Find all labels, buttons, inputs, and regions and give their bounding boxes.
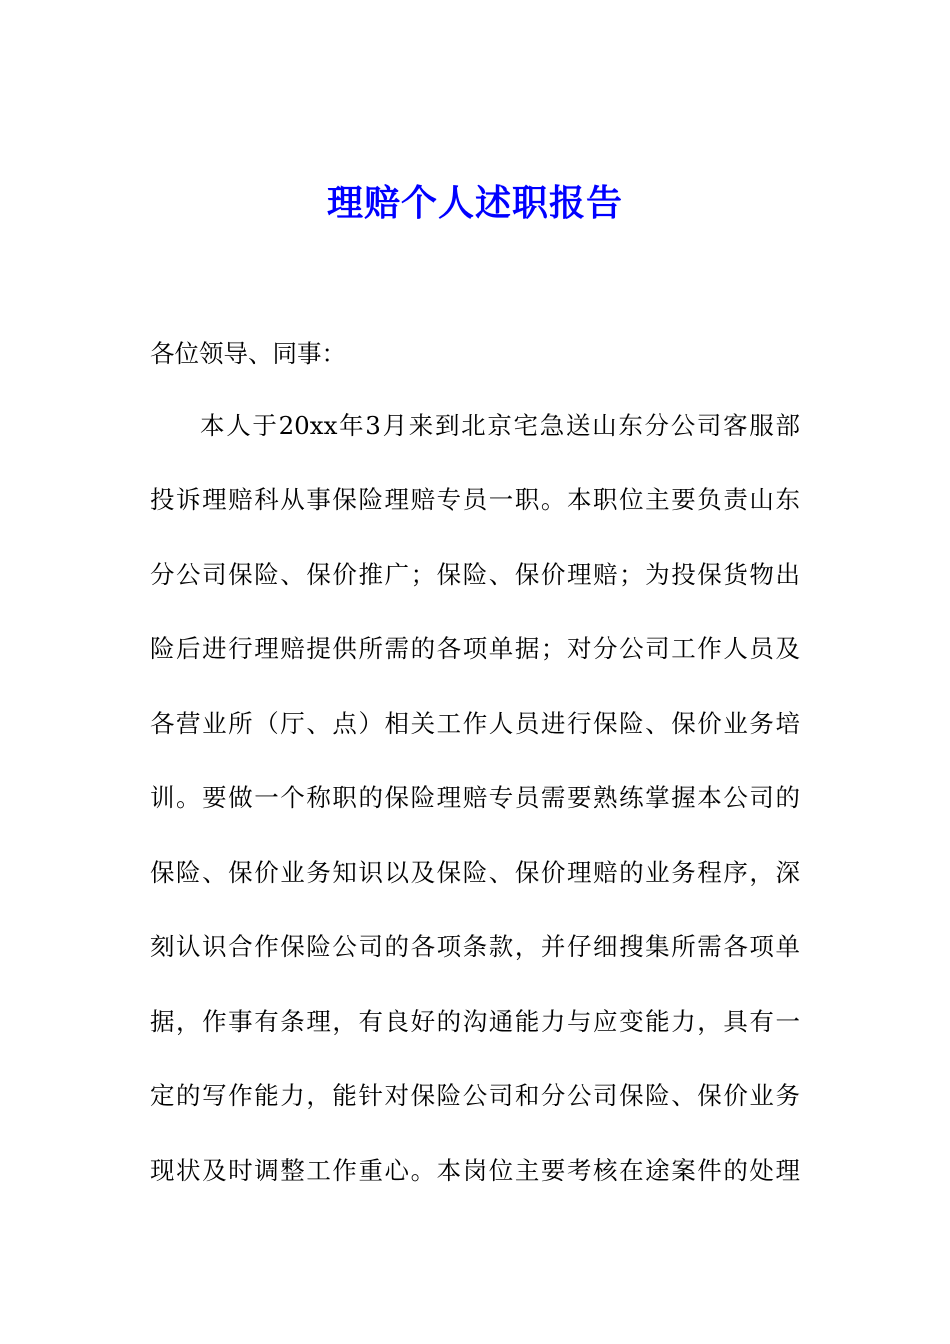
body-line: 刻认识合作保险公司的各项条款，并仔细搜集所需各项单 [150,932,800,961]
body-line: 投诉理赔科从事保险理赔专员一职。本职位主要负责山东 [150,485,800,514]
body-line: 训。要做一个称职的保险理赔专员需要熟练掌握本公司的 [150,783,800,812]
body-line: 分公司保险、保价推广；保险、保价理赔；为投保货物出 [150,560,800,589]
body-line: 定的写作能力，能针对保险公司和分公司保险、保价业务 [150,1081,800,1110]
document-title: 理赔个人述职报告 [326,182,623,224]
body-line: 据，作事有条理，有良好的沟通能力与应变能力，具有一 [150,1007,800,1036]
body-line: 各营业所（厅、点）相关工作人员进行保险、保价业务培 [150,709,800,738]
body-line: 保险、保价业务知识以及保险、保价理赔的业务程序，深 [150,858,800,887]
salutation: 各位领导、同事： [150,339,346,368]
body-line: 本人于20xx年3月来到北京宅急送山东分公司客服部 [200,411,800,440]
body-line: 险后进行理赔提供所需的各项单据；对分公司工作人员及 [150,634,800,663]
body-line: 现状及时调整工作重心。本岗位主要考核在途案件的处理 [150,1156,800,1185]
